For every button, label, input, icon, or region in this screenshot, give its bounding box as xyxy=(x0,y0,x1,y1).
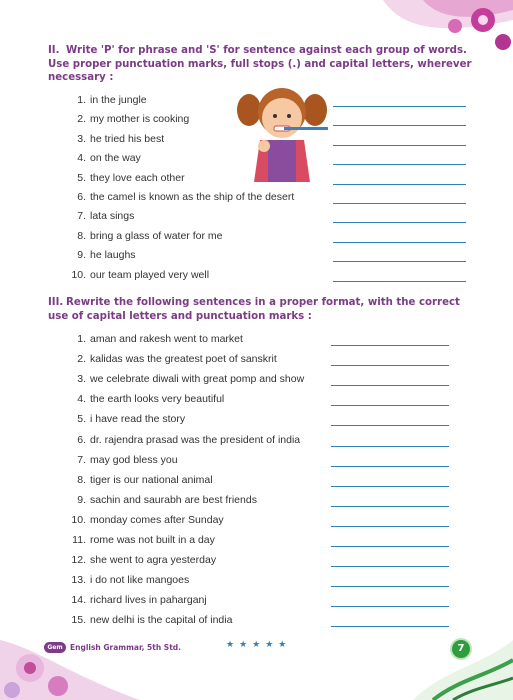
item-text: they love each other xyxy=(90,171,185,184)
answer-line[interactable] xyxy=(333,222,466,223)
answer-line[interactable] xyxy=(331,566,449,567)
item-text: the earth looks very beautiful xyxy=(90,393,225,406)
item-text: bring a glass of water for me xyxy=(90,229,223,242)
item-text: monday comes after Sunday xyxy=(90,513,224,526)
item-text: kalidas was the greatest poet of sanskrit xyxy=(90,353,277,366)
answer-line[interactable] xyxy=(333,281,466,282)
item-number: 9. xyxy=(77,493,86,506)
section-3-heading xyxy=(48,296,478,323)
item-text: she went to agra yesterday xyxy=(90,554,217,567)
exercise-item xyxy=(66,210,466,227)
item-text: sachin and saurabh are best friends xyxy=(90,493,257,506)
answer-line[interactable] xyxy=(333,261,466,262)
footer-brand xyxy=(44,642,181,656)
exercise-item xyxy=(66,353,466,370)
answer-line[interactable] xyxy=(331,586,449,587)
item-number: 1. xyxy=(77,333,86,345)
footer-book-title: English Grammar, 5th Std. xyxy=(70,643,182,652)
item-number: 7. xyxy=(77,453,86,466)
answer-line[interactable] xyxy=(331,506,449,507)
footer-stars: ★★★★★ xyxy=(226,640,292,650)
exercise-item xyxy=(66,514,466,531)
item-number: 14. xyxy=(71,594,86,607)
answer-line[interactable] xyxy=(333,106,466,107)
section-2-instruction: Write 'P' for phrase and 'S' for sentence against each group of words. Use proper punctuation marks, full stops (.) and capital letters, wherever necessary : xyxy=(48,45,472,83)
exercise-item xyxy=(66,249,466,266)
answer-line[interactable] xyxy=(331,486,449,487)
item-number: 3. xyxy=(77,373,86,386)
answer-line[interactable] xyxy=(331,546,449,547)
item-number: 4. xyxy=(77,393,86,406)
item-number: 12. xyxy=(71,554,86,567)
item-number: 13. xyxy=(71,574,86,587)
exercise-item xyxy=(66,413,466,430)
answer-line[interactable] xyxy=(331,385,449,386)
item-text: on the way xyxy=(90,152,141,165)
answer-line[interactable] xyxy=(331,526,449,527)
item-text: we celebrate diwali with great pomp and show xyxy=(90,373,305,386)
exercise-item xyxy=(66,534,466,551)
item-number: 8. xyxy=(77,473,86,486)
item-text: in the jungle xyxy=(90,94,147,106)
brand-logo: Gem xyxy=(44,642,66,653)
exercise-item xyxy=(66,393,466,410)
exercise-item xyxy=(66,191,466,208)
flower-decoration-bottom-left xyxy=(0,620,200,700)
answer-line[interactable] xyxy=(331,365,449,366)
answer-line[interactable] xyxy=(331,626,449,627)
item-number: 4. xyxy=(77,152,86,165)
exercise-item xyxy=(66,269,466,286)
answer-line[interactable] xyxy=(333,242,466,243)
exercise-item xyxy=(66,574,466,591)
item-text: i do not like mangoes xyxy=(90,574,190,587)
girl-brushing-teeth-illustration xyxy=(234,82,330,184)
item-number: 11. xyxy=(72,534,86,546)
item-number: 5. xyxy=(77,413,86,426)
section-3-instruction: Rewrite the following sentences in a proper format, with the correct use of capital letters and punctuation marks : xyxy=(48,297,460,322)
answer-line[interactable] xyxy=(333,164,466,165)
item-text: richard lives in paharganj xyxy=(90,594,207,607)
answer-line[interactable] xyxy=(331,345,449,346)
answer-line[interactable] xyxy=(331,466,449,467)
answer-line[interactable] xyxy=(333,184,466,185)
exercise-item xyxy=(66,230,466,247)
item-text: he tried his best xyxy=(90,132,165,145)
section-3-number: III. xyxy=(48,297,64,308)
item-text: tiger is our national animal xyxy=(90,473,213,486)
page-number-badge: 7 xyxy=(452,640,470,658)
item-text: he laughs xyxy=(90,249,136,262)
section-2-heading xyxy=(48,44,478,85)
exercise-item xyxy=(66,494,466,511)
item-text: lata sings xyxy=(90,210,135,223)
item-number: 3. xyxy=(77,132,86,145)
item-number: 5. xyxy=(77,171,86,184)
item-text: aman and rakesh went to market xyxy=(90,333,243,345)
answer-line[interactable] xyxy=(333,125,466,126)
answer-line[interactable] xyxy=(333,203,466,204)
answer-line[interactable] xyxy=(331,446,449,447)
item-number: 7. xyxy=(77,210,86,223)
item-number: 9. xyxy=(77,249,86,262)
exercise-item xyxy=(66,454,466,471)
answer-line[interactable] xyxy=(331,606,449,607)
item-number: 10. xyxy=(71,268,86,281)
item-text: dr. rajendra prasad was the president of india xyxy=(90,433,301,446)
item-number: 15. xyxy=(71,614,86,627)
answer-line[interactable] xyxy=(331,425,449,426)
item-number: 2. xyxy=(77,113,86,126)
item-text: rome was not built in a day xyxy=(90,534,215,546)
item-number: 6. xyxy=(77,433,86,446)
item-text: the camel is known as the ship of the desert xyxy=(90,191,295,203)
item-number: 2. xyxy=(77,353,86,366)
answer-line[interactable] xyxy=(331,405,449,406)
item-text: my mother is cooking xyxy=(90,113,190,126)
exercise-item xyxy=(66,333,466,350)
item-number: 10. xyxy=(71,513,86,526)
exercise-item xyxy=(66,434,466,451)
item-number: 6. xyxy=(77,191,86,203)
item-text: may god bless you xyxy=(90,453,178,466)
answer-line[interactable] xyxy=(333,145,466,146)
exercise-item xyxy=(66,594,466,611)
section-2-number: II. xyxy=(48,45,60,56)
item-text: our team played very well xyxy=(90,268,210,281)
item-text: new delhi is the capital of india xyxy=(90,614,233,627)
exercise-item xyxy=(66,554,466,571)
item-number: 1. xyxy=(77,94,86,106)
item-number: 8. xyxy=(77,229,86,242)
exercise-item xyxy=(66,474,466,491)
item-text: i have read the story xyxy=(90,413,186,426)
exercise-item xyxy=(66,373,466,390)
